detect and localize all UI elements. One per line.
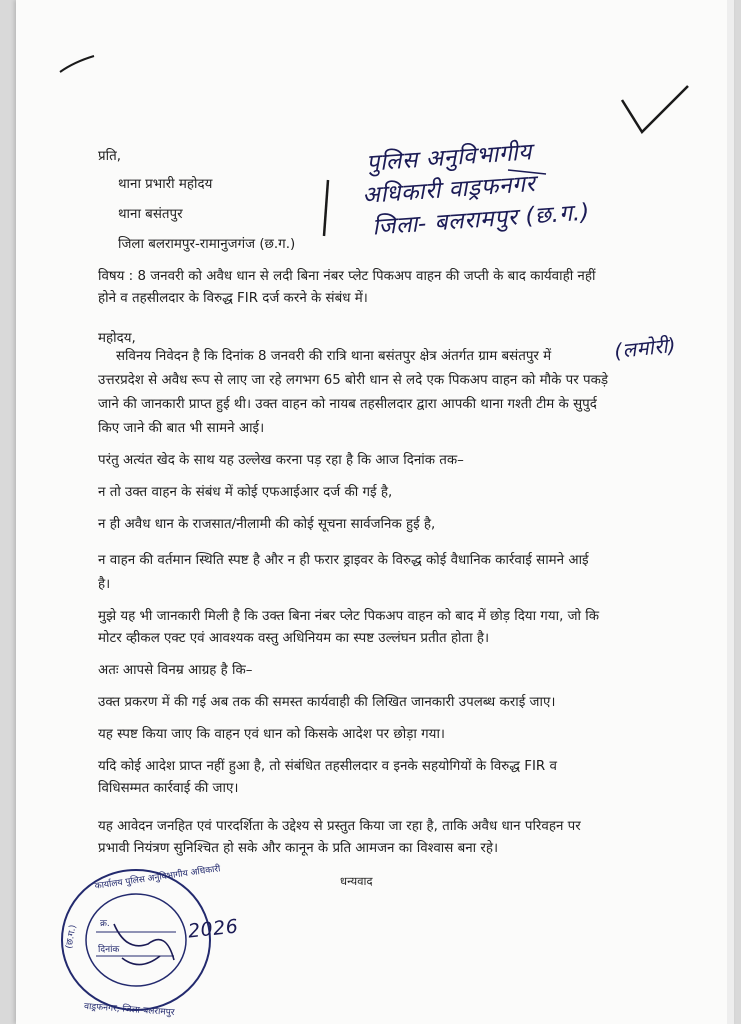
paragraph-1-line-3: जाने की जानकारी प्राप्त हुई थी। उक्त वाहन को नायब तहसीलदार द्वारा आपकी थाना गश्ती टीम के सुपुर्द	[98, 397, 597, 412]
paragraph-1-line-4: किए जाने की बात भी सामने आई।	[98, 421, 265, 436]
handwritten-stamp-year: 2026	[186, 915, 240, 943]
tick-mark-top-left	[60, 56, 94, 72]
recipient-line-2: थाना बसंतपुर	[118, 207, 183, 222]
request-3-line-1: यदि कोई आदेश प्राप्त नहीं हुआ है, तो संबंधित तहसीलदार व इनके सहयोगियों के विरुद्ध FIR व	[98, 759, 557, 774]
thanks: धन्यवाद	[340, 874, 373, 888]
point-2: न ही अवैध धान के राजसात/नीलामी की कोई सूचना सार्वजनिक हुई है,	[98, 517, 436, 532]
handwritten-village-name: (लमोरी)	[612, 332, 678, 364]
tick-mark-top-right	[622, 86, 688, 132]
recipient-line-1: थाना प्रभारी महोदय	[118, 177, 213, 192]
paragraph-1-line-2: उत्तरप्रदेश से अवैध रूप से लाए जा रहे लगभग 65 बोरी धान से लदे एक पिकअप वाहन को मौके पर पकड़े	[98, 373, 609, 388]
letter-page	[16, 0, 734, 1024]
stamp-outer-text: कार्यालय पुलिस अनुविभागीय अधिकारी	[94, 864, 222, 892]
handwritten-note-line-3: जिला- बलरामपुर (छ.ग.)	[371, 199, 591, 241]
subject-line-1: विषय : 8 जनवरी को अवैध धान से लदी बिना नंबर प्लेट पिकअप वाहन की जप्ती के बाद कार्यवाही नहीं	[98, 269, 596, 284]
paragraph-3-line-2: मोटर व्हीकल एक्ट एवं आवश्यक वस्तु अधिनियम का स्पष्ट उल्लंघन प्रतीत होता है।	[98, 631, 490, 646]
separator-slash	[324, 180, 328, 236]
request-3-line-2: विधिसम्मत कार्रवाई की जाए।	[98, 781, 239, 796]
paragraph-2: परंतु अत्यंत खेद के साथ यह उल्लेख करना पड़ रहा है कि आज दिनांक तक–	[98, 453, 464, 468]
closing-line-1: यह आवेदन जनहित एवं पारदर्शिता के उद्देश्य से प्रस्तुत किया जा रहा है, ताकि अवैध धान परिवहन पर	[98, 819, 581, 834]
stamp-date-label: दिनांक	[98, 945, 120, 955]
closing-line-2: प्रभावी नियंत्रण सुनिश्चित हो सके और कानून के प्रति आमजन का विश्वास बना रहे।	[98, 841, 499, 856]
request-intro: अतः आपसे विनम्र आग्रह है कि–	[98, 663, 253, 678]
point-1: न तो उक्त वाहन के संबंध में कोई एफआईआर दर्ज की गई है,	[98, 485, 393, 500]
subject-line-2: होने व तहसीलदार के विरुद्ध FIR दर्ज करने के संबंध में।	[98, 291, 368, 306]
point-3-line-2: है।	[98, 577, 111, 592]
request-1: उक्त प्रकरण में की गई अब तक की समस्त कार्यवाही की लिखित जानकारी उपलब्ध कराई जाए।	[98, 695, 556, 710]
handwritten-note-line-2: अधिकारी वाड्रफनगर	[361, 170, 537, 210]
paragraph-3-line-1: मुझे यह भी जानकारी मिली है कि उक्त बिना नंबर प्लेट पिकअप वाहन को बाद में छोड़ दिया गया, जो कि	[98, 609, 599, 624]
paragraph-1-line-1: सविनय निवेदन है कि दिनांक 8 जनवरी की रात्रि थाना बसंतपुर क्षेत्र अंतर्गत ग्राम बसंतपुर में	[116, 349, 552, 364]
request-2: यह स्पष्ट किया जाए कि वाहन एवं धान को किसके आदेश पर छोड़ा गया।	[98, 727, 445, 742]
stamp-bottom-text: वाड्रफनगर, जिला-बलरामपुर	[83, 1001, 175, 1019]
point-3-line-1: न वाहन की वर्तमान स्थिति स्पष्ट है और न ही फरार ड्राइवर के विरुद्ध कोई वैधानिक कार्रवाई सामने आई	[98, 553, 589, 568]
stamp-number-label: क्र.	[100, 919, 110, 929]
handwritten-note-line-1: पुलिस अनुविभागीय	[365, 139, 533, 177]
recipient-line-3: जिला बलरामपुर-रामानुजगंज (छ.ग.)	[118, 237, 296, 252]
salutation-to: प्रति,	[98, 149, 121, 164]
stamp-left-text: (छ.ग.)	[64, 924, 79, 950]
greeting: महोदय,	[98, 331, 136, 346]
